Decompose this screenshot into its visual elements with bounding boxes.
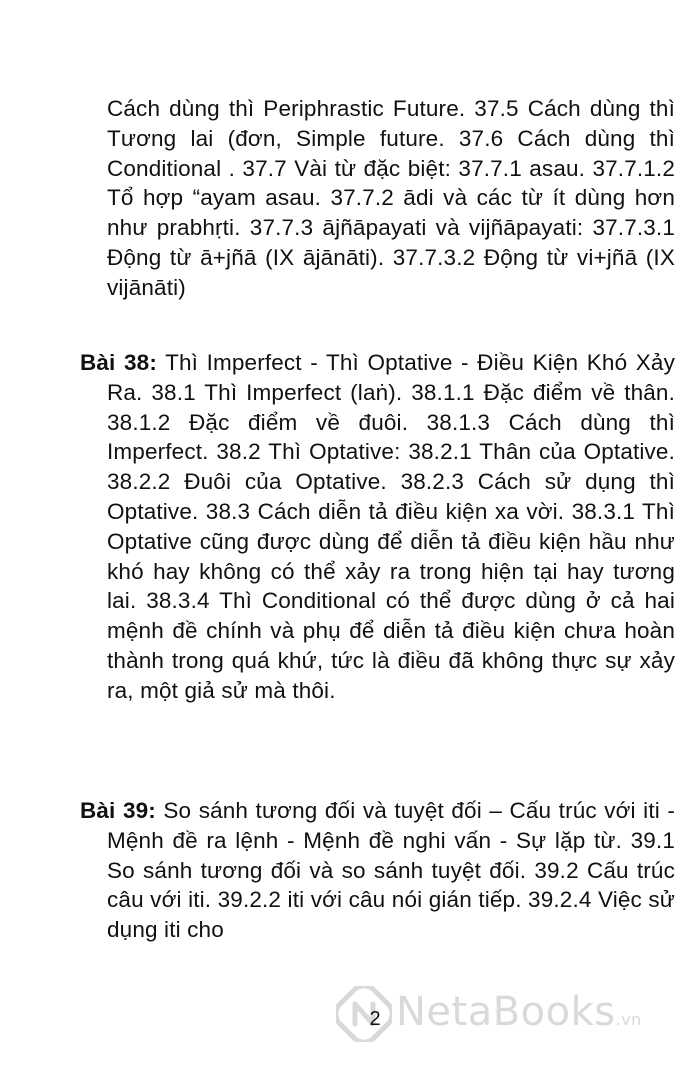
watermark-domain-suffix: .vn xyxy=(615,1010,642,1029)
toc-paragraph-continued xyxy=(107,94,675,303)
lesson-label: Bài 39: xyxy=(80,798,156,823)
toc-entry-lesson-39 xyxy=(80,796,675,945)
watermark xyxy=(336,984,686,1044)
lesson-label: Bài 38: xyxy=(80,350,157,375)
page-number: 2 xyxy=(369,1008,381,1030)
paragraph-text: Cách dùng thì Periphrastic Future. 37.5 Cách dùng thì Tương lai (đơn, Simple future. 37.6 Cách dùng thì Conditional . 37.7 Vài từ đặc biệt: 37.7.1 asau. 37.7.1.2 Tổ hợp “ayam asau. 37.7.2 ādi và các từ ít dùng hơn như prabhṛti. 37.7.3 ājñāpayati và vijñāpayati: 37.7.3.1 Động từ ā+jñā (IX ājānāti). 37.7.3.2 Động từ vi+jñā (IX vijānāti) xyxy=(107,96,675,300)
entry-text: Thì Imperfect - Thì Optative - Điều Kiện Khó Xảy Ra. 38.1 Thì Imperfect (laṅ). 38.1.1 Đặc điểm về thân. 38.1.2 Đặc điểm về đuôi. 38.1.3 Cách dùng thì Imperfect. 38.2 Thì Optative: 38.2.1 Thân của Optative. 38.2.2 Đuôi của Optative. 38.2.3 Cách sử dụng thì Optative. 38.3 Cách diễn tả điều kiện xa vời. 38.3.1 Thì Optative cũng được dùng để diễn tả điều kiện hầu như khó hay không có thể xảy ra trong hiện tại hay tương lai. 38.3.4 Thì Conditional có thể được dùng ở cả hai mệnh đề chính và phụ để diễn tả điều kiện chưa hoàn thành trong quá khứ, tức là điều đã không thực sự xảy ra, một giả sử mà thôi. xyxy=(107,350,675,703)
toc-entry-lesson-38 xyxy=(80,348,675,706)
watermark-brand xyxy=(396,990,642,1042)
watermark-brand-name: NetaBooks xyxy=(396,989,616,1035)
entry-text: So sánh tương đối và tuyệt đối – Cấu trúc với iti - Mệnh đề ra lệnh - Mệnh đề nghi vấn - Sự lặp từ. 39.1 So sánh tương đối và so sánh tuyệt đối. 39.2 Cấu trúc câu với iti. 39.2.2 iti với câu nói gián tiếp. 39.2.4 Việc sử dụng iti cho xyxy=(107,798,676,943)
